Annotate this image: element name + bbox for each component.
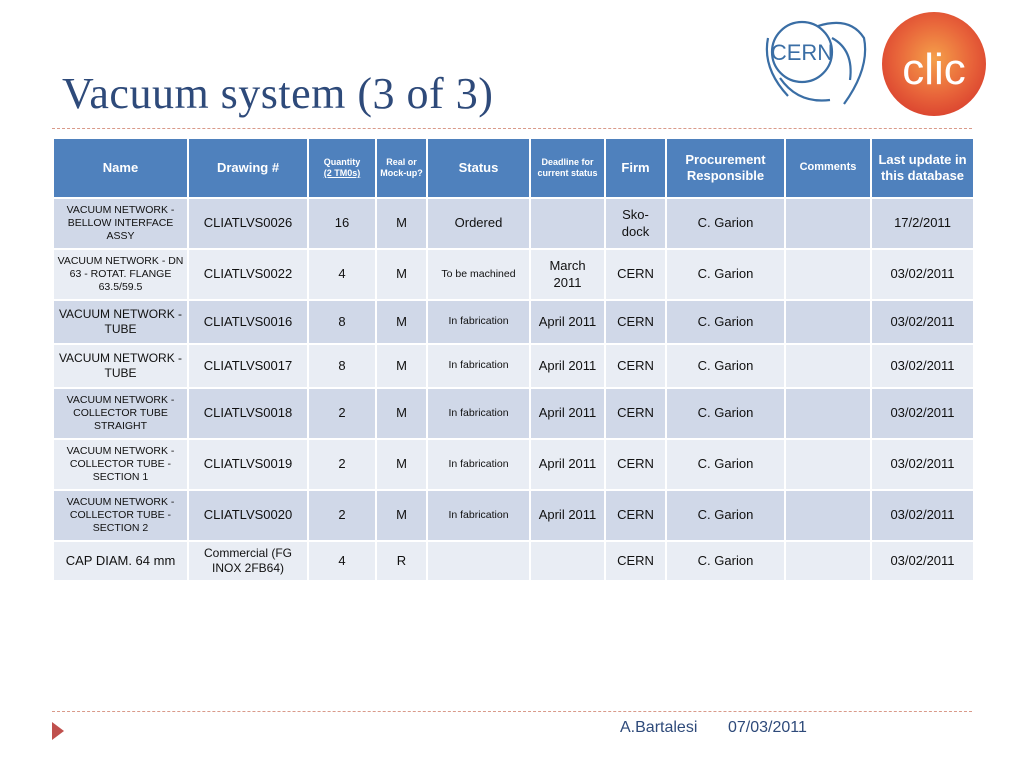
cell-comments [785,388,871,439]
cell-deadline: April 2011 [530,490,605,541]
cell-quantity: 2 [308,439,376,490]
cell-name: CAP DIAM. 64 mm [53,541,188,581]
cell-real: M [376,198,427,249]
cell-comments [785,198,871,249]
footer-divider [52,711,972,712]
cell-quantity: 16 [308,198,376,249]
cell-comments [785,300,871,344]
cell-name: VACUUM NETWORK - COLLECTOR TUBE - SECTION 2 [53,490,188,541]
cell-comments [785,344,871,388]
vacuum-system-table [52,137,975,582]
cell-status: In fabrication [427,300,530,344]
cell-procurement: C. Garion [666,300,785,344]
cell-drawing: CLIATLVS0017 [188,344,308,388]
clic-logo-text: clic [902,45,966,94]
cern-logo-text: CERN [770,40,834,65]
cell-last-update: 03/02/2011 [871,300,974,344]
cell-name: VACUUM NETWORK - TUBE [53,344,188,388]
cell-deadline [530,198,605,249]
cell-last-update: 03/02/2011 [871,541,974,581]
header-last-update: Last update in this database [871,138,974,198]
cell-deadline: April 2011 [530,388,605,439]
cell-procurement: C. Garion [666,344,785,388]
header-deadline: Deadline for current status [530,138,605,198]
cell-real: R [376,541,427,581]
cell-quantity: 4 [308,541,376,581]
cell-real: M [376,490,427,541]
cell-quantity: 8 [308,344,376,388]
footer-date: 07/03/2011 [728,719,807,736]
header-real: Real or Mock-up? [376,138,427,198]
cell-status: Ordered [427,198,530,249]
cell-drawing: CLIATLVS0022 [188,249,308,300]
cell-comments [785,541,871,581]
cell-real: M [376,249,427,300]
cell-last-update: 03/02/2011 [871,249,974,300]
table-row [53,388,974,439]
table-row [53,198,974,249]
table-row [53,490,974,541]
cell-quantity: 8 [308,300,376,344]
cell-status: In fabrication [427,490,530,541]
cell-firm: CERN [605,439,666,490]
cell-procurement: C. Garion [666,198,785,249]
cell-deadline: April 2011 [530,300,605,344]
cell-firm: CERN [605,388,666,439]
header-quantity-sub: (2 TM0s) [323,168,361,178]
cell-firm: Sko-dock [605,198,666,249]
cell-firm: CERN [605,490,666,541]
cell-last-update: 03/02/2011 [871,344,974,388]
cell-quantity: 4 [308,249,376,300]
title-divider [52,128,972,129]
cell-real: M [376,300,427,344]
cell-status [427,541,530,581]
header-name: Name [53,138,188,198]
cell-procurement: C. Garion [666,490,785,541]
cell-status: In fabrication [427,439,530,490]
triangle-bullet-icon [52,722,64,740]
cell-name: VACUUM NETWORK - COLLECTOR TUBE - SECTION 1 [53,439,188,490]
cell-drawing: CLIATLVS0019 [188,439,308,490]
table-row [53,541,974,581]
cell-drawing: Commercial (FG INOX 2FB64) [188,541,308,581]
cell-real: M [376,439,427,490]
cell-firm: CERN [605,249,666,300]
header-firm: Firm [605,138,666,198]
table-row [53,300,974,344]
header-procurement: Procurement Responsible [666,138,785,198]
header-quantity [308,138,376,198]
cern-logo [758,8,870,120]
cell-deadline: March 2011 [530,249,605,300]
cell-name: VACUUM NETWORK - COLLECTOR TUBE STRAIGHT [53,388,188,439]
cell-procurement: C. Garion [666,439,785,490]
table-row [53,344,974,388]
cell-status: In fabrication [427,344,530,388]
cell-firm: CERN [605,541,666,581]
cell-name: VACUUM NETWORK - TUBE [53,300,188,344]
cell-procurement: C. Garion [666,249,785,300]
cell-deadline: April 2011 [530,439,605,490]
cell-deadline [530,541,605,581]
slide-title: Vacuum system (3 of 3) [62,69,494,118]
cell-last-update: 03/02/2011 [871,490,974,541]
cell-drawing: CLIATLVS0018 [188,388,308,439]
header-comments: Comments [785,138,871,198]
cell-procurement: C. Garion [666,541,785,581]
cell-drawing: CLIATLVS0016 [188,300,308,344]
cell-quantity: 2 [308,490,376,541]
table-header-row [53,138,974,198]
header-drawing: Drawing # [188,138,308,198]
cell-firm: CERN [605,300,666,344]
cell-comments [785,490,871,541]
table-row [53,249,974,300]
cell-drawing: CLIATLVS0020 [188,490,308,541]
header-quantity-label: Quantity [323,156,361,167]
cell-quantity: 2 [308,388,376,439]
cell-comments [785,439,871,490]
cell-real: M [376,388,427,439]
cell-drawing: CLIATLVS0026 [188,198,308,249]
table-row [53,439,974,490]
cell-procurement: C. Garion [666,388,785,439]
cell-real: M [376,344,427,388]
cell-comments [785,249,871,300]
cell-status: In fabrication [427,388,530,439]
cell-name: VACUUM NETWORK - BELLOW INTERFACE ASSY [53,198,188,249]
cell-last-update: 03/02/2011 [871,388,974,439]
footer-author: A.Bartalesi [620,719,698,736]
cell-last-update: 17/2/2011 [871,198,974,249]
cell-deadline: April 2011 [530,344,605,388]
cell-firm: CERN [605,344,666,388]
cell-last-update: 03/02/2011 [871,439,974,490]
cell-name: VACUUM NETWORK - DN 63 - ROTAT. FLANGE 63.5/59.5 [53,249,188,300]
header-status: Status [427,138,530,198]
cell-status: To be machined [427,249,530,300]
clic-logo [880,10,988,118]
